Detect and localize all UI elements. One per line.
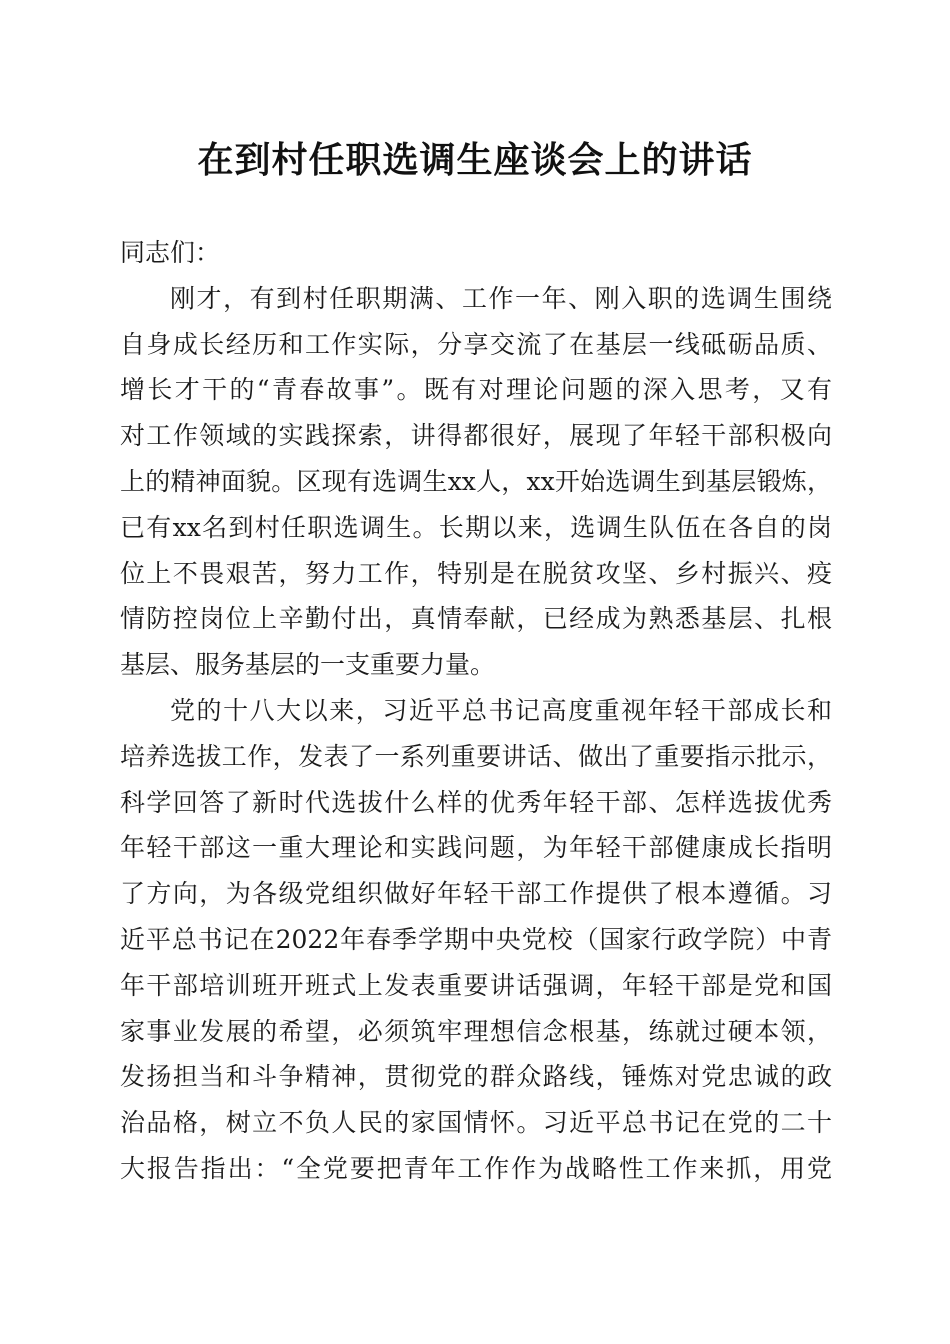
- document-title: 在到村任职选调生座谈会上的讲话: [197, 139, 753, 181]
- paragraph-line: 情防控岗位上辛勤付出，真情奉献，已经成为熟悉基层、扎根: [120, 604, 832, 634]
- paragraph-line: 家事业发展的希望，必须筑牢理想信念根基，练就过硬本领，: [120, 1016, 832, 1046]
- paragraph-line: 上的精神面貌。区现有选调生xx人，xx开始选调生到基层锻炼，: [120, 466, 832, 496]
- salutation: 同志们：: [120, 238, 221, 267]
- paragraph-line: 刚才，有到村任职期满、工作一年、刚入职的选调生围绕: [170, 283, 832, 313]
- paragraph-line: 发扬担当和斗争精神，贯彻党的群众路线，锤炼对党忠诚的政: [120, 1062, 832, 1092]
- paragraph-line: 大报告指出：“全党要把青年工作作为战略性工作来抓，用党: [120, 1153, 832, 1183]
- paragraph-line: 基层、服务基层的一支重要力量。: [120, 650, 496, 680]
- paragraph-line: 位上不畏艰苦，努力工作，特别是在脱贫攻坚、乡村振兴、疫: [120, 558, 832, 588]
- paragraph-line: 对工作领域的实践探索，讲得都很好，展现了年轻干部积极向: [120, 421, 832, 451]
- document-body: [120, 230, 832, 1192]
- paragraph-line: 年干部培训班开班式上发表重要讲话强调，年轻干部是党和国: [120, 970, 832, 1000]
- paragraph-line: 近平总书记在2022年春季学期中央党校（国家行政学院）中青: [120, 924, 832, 954]
- paragraph-line: 党的十八大以来，习近平总书记高度重视年轻干部成长和: [170, 695, 832, 725]
- paragraph-line: 培养选拔工作，发表了一系列重要讲话、做出了重要指示批示，: [120, 741, 832, 771]
- paragraph-line: 了方向，为各级党组织做好年轻干部工作提供了根本遵循。习: [120, 879, 832, 909]
- paragraph-line: 科学回答了新时代选拔什么样的优秀年轻干部、怎样选拔优秀: [120, 787, 832, 817]
- paragraph-line: 治品格，树立不负人民的家国情怀。习近平总书记在党的二十: [120, 1108, 832, 1138]
- paragraph-line: 已有xx名到村任职选调生。长期以来，选调生队伍在各自的岗: [120, 512, 832, 542]
- paragraph-line: 增长才干的“青春故事”。既有对理论问题的深入思考，又有: [120, 375, 832, 405]
- paragraph-line: 自身成长经历和工作实际，分享交流了在基层一线砥砺品质、: [120, 329, 832, 359]
- paragraph-line: 年轻干部这一重大理论和实践问题，为年轻干部健康成长指明: [120, 833, 832, 863]
